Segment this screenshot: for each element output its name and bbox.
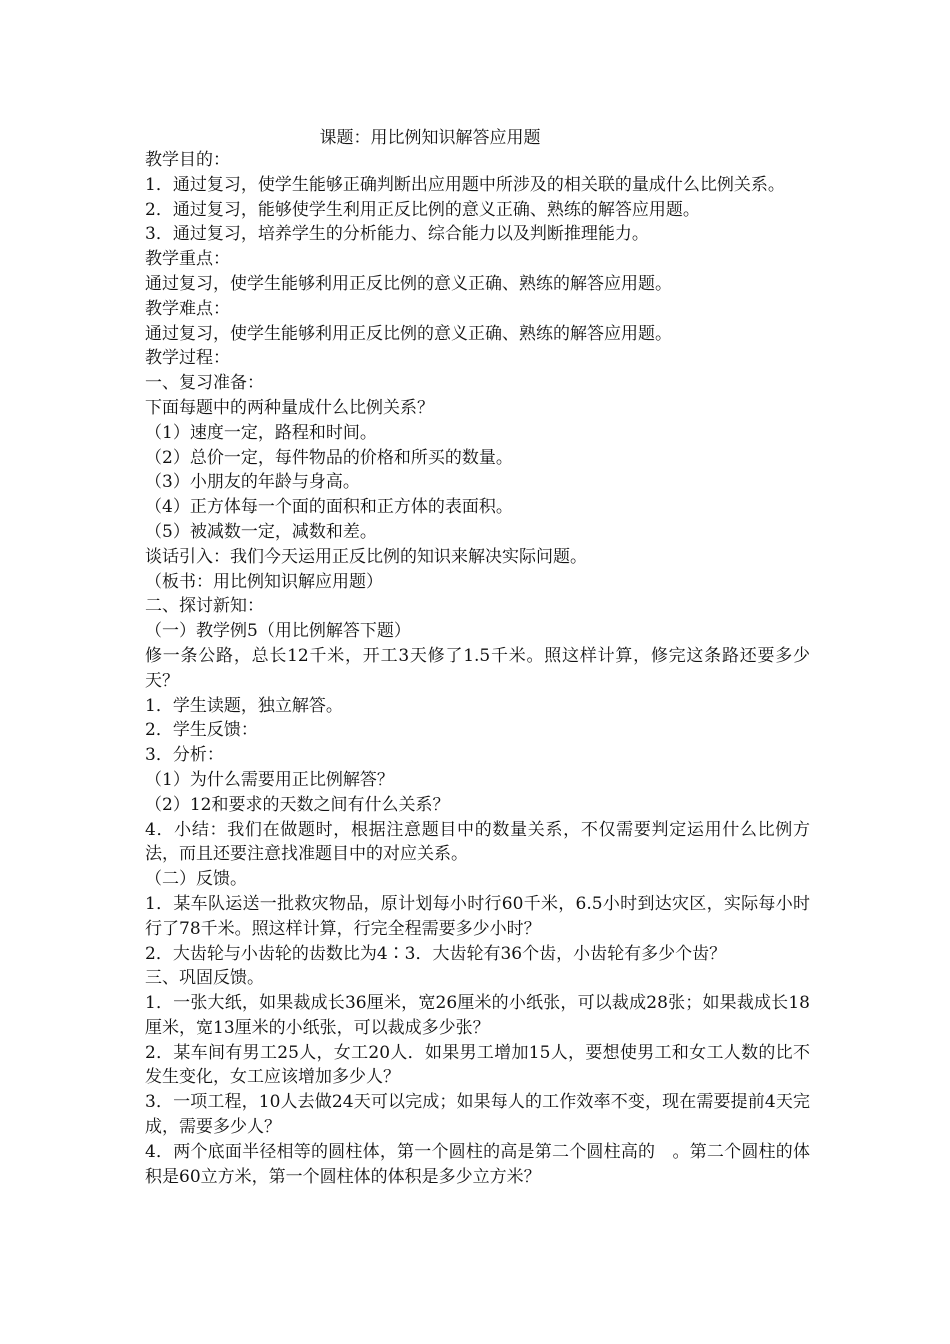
text-line: 1．学生读题，独立解答。	[145, 695, 343, 716]
text-line: 通过复习，使学生能够利用正反比例的意义正确、熟练的解答应用题。	[145, 323, 672, 344]
text-line: （一）教学例5（用比例解答下题）	[145, 621, 411, 642]
text-line: 下面每题中的两种量成什么比例关系？	[145, 397, 434, 418]
text-line: 2．某车间有男工25人，女工20人．如果男工增加15人，要想使男工和女工人数的比不发生变化，女工应该增加多少人？	[145, 1042, 810, 1088]
text-line: 教学目的：	[145, 150, 230, 170]
text-line: 修一条公路，总长12千米，开工3天修了1.5千米。照这样计算，修完这条路还要多少天？	[145, 645, 810, 691]
document-body	[145, 148, 810, 1189]
text-line: 一、复习准备：	[145, 373, 264, 394]
text-line: 4．两个底面半径相等的圆柱体，第一个圆柱的高是第二个圆柱高的 。第二个圆柱的体积是60立方米，第一个圆柱体的体积是多少立方米？	[145, 1141, 810, 1187]
text-line: （2）12和要求的天数之间有什么关系？	[145, 794, 450, 815]
text-line: 3．通过复习，培养学生的分析能力、综合能力以及判断推理能力。	[145, 224, 649, 245]
text-line: 1．某车队运送一批救灾物品，原计划每小时行60千米，6.5小时到达灾区，实际每小时行了78千米。照这样计算，行完全程需要多少小时？	[145, 893, 810, 939]
text-line: 1．一张大纸，如果裁成长36厘米，宽26厘米的小纸张，可以裁成28张；如果裁成长18厘米，宽13厘米的小纸张，可以裁成多少张？	[145, 993, 810, 1038]
text-line: （板书：用比例知识解应用题）	[145, 571, 383, 592]
text-line: 3．分析：	[145, 745, 224, 766]
text-line: 3．一项工程，10人去做24天可以完成；如果每人的工作效率不变，现在需要提前4天完成，需要多少人？	[145, 1092, 810, 1138]
text-line: （4）正方体每一个面的面积和正方体的表面积。	[145, 497, 513, 518]
text-line: 通过复习，使学生能够利用正反比例的意义正确、熟练的解答应用题。	[145, 273, 672, 294]
text-line: 2．大齿轮与小齿轮的齿数比为4∶3．大齿轮有36个齿，小齿轮有多少个齿？	[145, 943, 727, 964]
text-line: 教学难点：	[145, 298, 230, 319]
text-line: 2．通过复习，能够使学生利用正反比例的意义正确、熟练的解答应用题。	[145, 199, 700, 220]
text-line: 教学重点：	[145, 249, 230, 270]
text-line: （2）总价一定，每件物品的价格和所买的数量。	[145, 447, 513, 468]
text-line: 1．通过复习，使学生能够正确判断出应用题中所涉及的相关联的量成什么比例关系。	[145, 174, 785, 195]
text-line: 谈话引入：我们今天运用正反比例的知识来解决实际问题。	[145, 546, 587, 567]
text-line: 三、巩固反馈。	[145, 968, 264, 989]
text-line: （5）被减数一定，减数和差。	[145, 521, 377, 542]
text-line: （二）反馈。	[145, 869, 247, 890]
text-line: 2．学生反馈：	[145, 720, 258, 741]
text-line: 二、探讨新知：	[145, 596, 264, 617]
text-line: （3）小朋友的年龄与身高。	[145, 472, 360, 493]
text-line: （1）为什么需要用正比例解答？	[145, 769, 394, 790]
page-title: 课题：用比例知识解答应用题	[319, 128, 541, 148]
text-line: （1）速度一定，路程和时间。	[145, 422, 377, 443]
text-line: 4．小结：我们在做题时，根据注意题目中的数量关系，不仅需要判定运用什么比例方法，而且还要注意找准题目中的对应关系。	[145, 819, 810, 865]
text-line: 教学过程：	[145, 348, 230, 369]
